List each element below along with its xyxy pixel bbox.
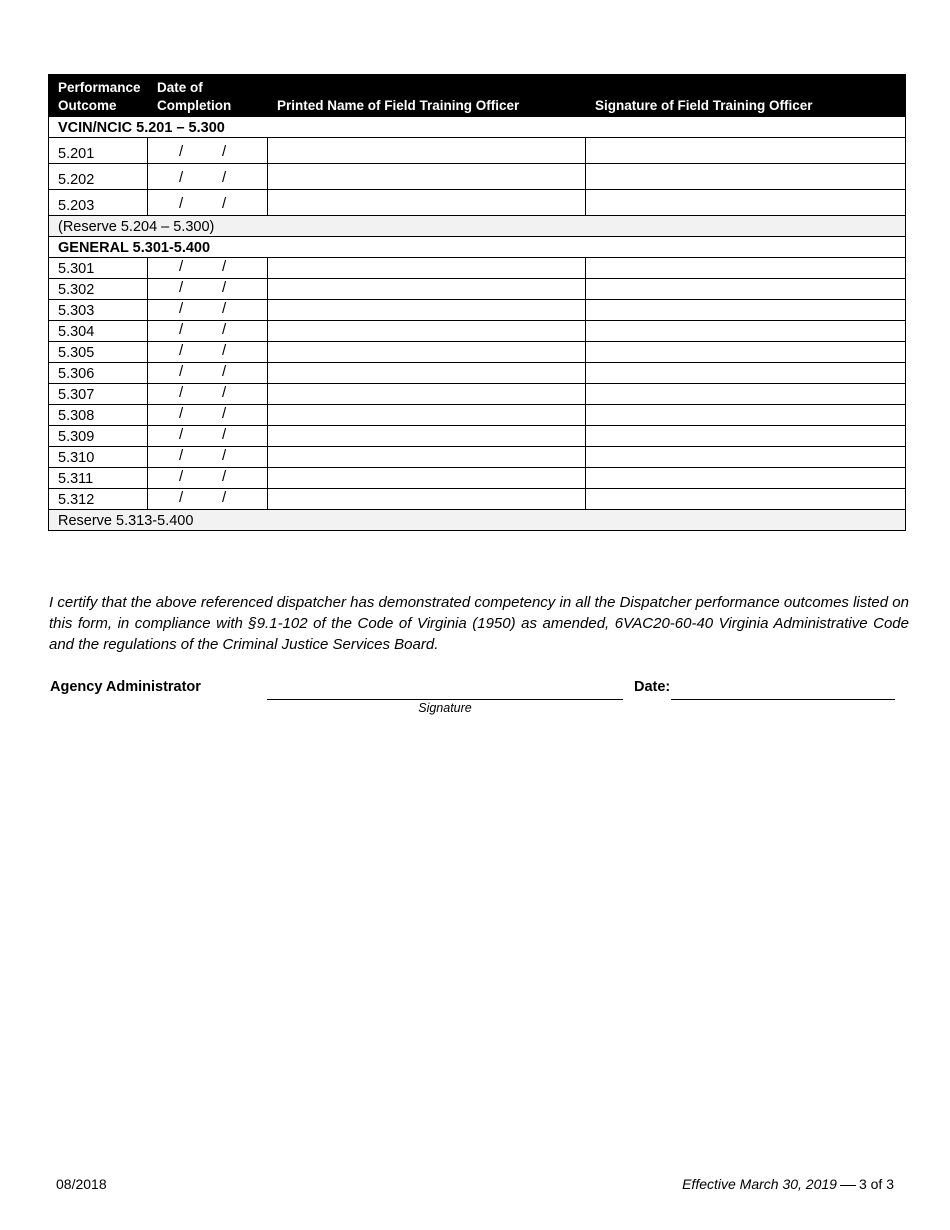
date-field[interactable]: / /	[148, 279, 268, 300]
table-row	[49, 138, 906, 164]
date-field[interactable]: / /	[148, 468, 268, 489]
date-field[interactable]: / /	[148, 321, 268, 342]
table-row	[49, 363, 906, 384]
printed-name-field[interactable]	[268, 405, 586, 426]
date-field[interactable]: / /	[148, 258, 268, 279]
signature-field[interactable]	[586, 138, 906, 164]
table-row	[49, 258, 906, 279]
certification-statement: I certify that the above referenced dispatcher has demonstrated competency in all the Dispatcher performance outcomes listed on this form, in compliance with §9.1-102 of the Code of Virginia (1950) as amended, 6VAC20-60-40 Virginia Administrative Code and the regulations of the Criminal Justice Services Board.	[49, 594, 909, 653]
effective-date: Effective March 30, 2019	[682, 1176, 837, 1192]
date-field[interactable]: / /	[148, 489, 268, 510]
table-row	[49, 405, 906, 426]
date-field[interactable]: / /	[148, 447, 268, 468]
date-field[interactable]: / /	[148, 405, 268, 426]
table-row	[49, 300, 906, 321]
signature-field[interactable]	[586, 164, 906, 190]
printed-name-field[interactable]	[268, 426, 586, 447]
signature-field[interactable]	[586, 426, 906, 447]
outcome-number: 5.308	[49, 405, 148, 426]
date-field[interactable]: / /	[148, 426, 268, 447]
signature-field[interactable]	[586, 279, 906, 300]
printed-name-field[interactable]	[268, 447, 586, 468]
page-number: 3 of 3	[858, 1176, 894, 1192]
printed-name-field[interactable]	[268, 279, 586, 300]
signature-field[interactable]	[586, 363, 906, 384]
signature-field[interactable]	[586, 468, 906, 489]
header-signature: Signature of Field Training Officer	[586, 75, 906, 117]
outcome-number: 5.201	[49, 138, 148, 164]
outcome-number: 5.310	[49, 447, 148, 468]
table-row	[49, 279, 906, 300]
header-performance-outcome: Performance Outcome	[49, 75, 148, 117]
outcome-number: 5.312	[49, 489, 148, 510]
header-printed-name: Printed Name of Field Training Officer	[268, 75, 586, 117]
signature-field[interactable]	[586, 405, 906, 426]
outcome-number: 5.306	[49, 363, 148, 384]
footer-dash	[840, 1185, 856, 1186]
date-field[interactable]: / /	[148, 164, 268, 190]
outcome-number: 5.304	[49, 321, 148, 342]
outcome-number: 5.301	[49, 258, 148, 279]
signature-field[interactable]	[586, 321, 906, 342]
table-header-row	[49, 75, 906, 117]
signature-field[interactable]	[586, 489, 906, 510]
table-row	[49, 384, 906, 405]
printed-name-field[interactable]	[268, 300, 586, 321]
printed-name-field[interactable]	[268, 138, 586, 164]
printed-name-field[interactable]	[268, 258, 586, 279]
table-row	[49, 342, 906, 363]
date-field[interactable]: / /	[148, 342, 268, 363]
reserve-row-vcin	[49, 216, 906, 237]
signature-field[interactable]	[586, 342, 906, 363]
outcome-number: 5.202	[49, 164, 148, 190]
signature-field[interactable]	[586, 300, 906, 321]
table-row	[49, 426, 906, 447]
date-field[interactable]: / /	[148, 384, 268, 405]
administrator-signature-line[interactable]	[267, 699, 623, 700]
date-field[interactable]: / /	[148, 190, 268, 216]
header-date-of-completion: Date of Completion	[148, 75, 268, 117]
printed-name-field[interactable]	[268, 363, 586, 384]
section-header-general	[49, 237, 906, 258]
printed-name-field[interactable]	[268, 321, 586, 342]
outcome-number: 5.309	[49, 426, 148, 447]
outcome-number: 5.305	[49, 342, 148, 363]
outcome-number: 5.302	[49, 279, 148, 300]
revision-date: 08/2018	[56, 1176, 107, 1192]
signature-caption: Signature	[418, 701, 472, 715]
administrator-date-line[interactable]	[671, 699, 895, 700]
agency-administrator-label: Agency Administrator	[50, 679, 201, 695]
section-header-vcin	[49, 117, 906, 138]
reserve-note: Reserve 5.313-5.400	[49, 510, 906, 531]
signature-field[interactable]	[586, 447, 906, 468]
performance-outcomes-table	[48, 74, 906, 531]
outcome-number: 5.303	[49, 300, 148, 321]
table-row	[49, 447, 906, 468]
printed-name-field[interactable]	[268, 190, 586, 216]
table-row	[49, 164, 906, 190]
outcome-number: 5.311	[49, 468, 148, 489]
printed-name-field[interactable]	[268, 468, 586, 489]
section-title: VCIN/NCIC 5.201 – 5.300	[49, 117, 906, 138]
table-row	[49, 468, 906, 489]
printed-name-field[interactable]	[268, 342, 586, 363]
date-field[interactable]: / /	[148, 300, 268, 321]
date-label: Date:	[634, 679, 671, 695]
reserve-row-general	[49, 510, 906, 531]
outcome-number: 5.203	[49, 190, 148, 216]
table-row	[49, 489, 906, 510]
reserve-note: (Reserve 5.204 – 5.300)	[49, 216, 906, 237]
signature-field[interactable]	[586, 258, 906, 279]
table-row	[49, 321, 906, 342]
outcome-number: 5.307	[49, 384, 148, 405]
printed-name-field[interactable]	[268, 164, 586, 190]
signature-field[interactable]	[586, 384, 906, 405]
footer-effective	[682, 1176, 894, 1192]
printed-name-field[interactable]	[268, 489, 586, 510]
signature-field[interactable]	[586, 190, 906, 216]
printed-name-field[interactable]	[268, 384, 586, 405]
date-field[interactable]: / /	[148, 363, 268, 384]
section-title: GENERAL 5.301-5.400	[49, 237, 906, 258]
table-row	[49, 190, 906, 216]
date-field[interactable]: / /	[148, 138, 268, 164]
